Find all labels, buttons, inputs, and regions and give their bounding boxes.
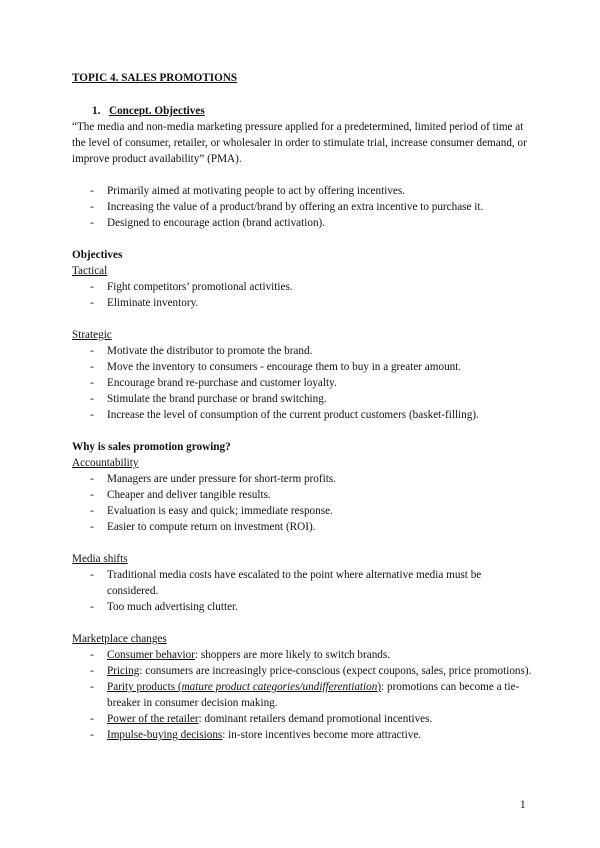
media-shifts-label: Media shifts (72, 553, 128, 565)
list-item (72, 679, 532, 711)
list-item: - Too much advertising clutter. (72, 599, 532, 615)
section-number: 1. (92, 105, 101, 117)
strategic-list (72, 343, 532, 423)
accountability-label: Accountability (72, 457, 139, 469)
term: Power of the retailer (107, 713, 199, 725)
section-label: Concept. Objectives (109, 105, 205, 117)
list-item: - Primarily aimed at motivating people to act by offering incentives. (72, 183, 532, 199)
definition-paragraph: “The media and non-media marketing pressure applied for a predetermined, limited period of time at the level of consumer, retailer, or wholesaler in order to stimulate trial, increase consumer demand, or improve product availability” (PMA). (72, 121, 527, 165)
list-item: - Move the inventory to consumers - encourage them to buy in a greater amount. (72, 359, 532, 375)
media-shifts-list (72, 567, 532, 615)
tactical-label: Tactical (72, 265, 108, 277)
list-item: - Traditional media costs have escalated to the point where alternative media must be considered. (72, 567, 532, 599)
term-text: : shoppers are more likely to switch brands. (194, 649, 391, 661)
term-text: : consumers are increasingly price-conscious (expect coupons, sales, price promotions). (139, 665, 532, 677)
growth-heading: Why is sales promotion growing? (72, 441, 231, 453)
list-item: - Fight competitors’ promotional activities. (72, 279, 532, 295)
term: Parity products ( (107, 681, 182, 693)
term-close: ) (377, 681, 382, 693)
list-item: - Increasing the value of a product/brand by offering an extra incentive to purchase it. (72, 199, 532, 215)
term-text: : dominant retailers demand promotional incentives. (198, 713, 433, 725)
marketplace-list (72, 647, 532, 743)
list-item: - Easier to compute return on investment (ROI). (72, 519, 532, 535)
list-item (72, 663, 532, 679)
list-item: - Stimulate the brand purchase or brand switching. (72, 391, 532, 407)
term-text: : in-store incentives become more attractive. (222, 729, 422, 741)
list-item (72, 727, 532, 743)
objectives-heading: Objectives (72, 249, 123, 261)
term-italic: mature product categories/undifferentiation (181, 681, 378, 693)
term-text: : promotions can become a tie-breaker in consumer decision making. (107, 681, 520, 709)
concept-list (72, 183, 532, 231)
section-heading (92, 103, 532, 119)
list-item: - Designed to encourage action (brand activation). (72, 215, 532, 231)
list-item: - Encourage brand re-purchase and customer loyalty. (72, 375, 532, 391)
marketplace-label: Marketplace changes (72, 633, 167, 645)
accountability-list (72, 471, 532, 535)
term: Impulse-buying decisions (107, 729, 223, 741)
term: Pricing (107, 665, 140, 677)
tactical-list (72, 279, 532, 311)
page-number: 1 (520, 799, 526, 811)
page-title: TOPIC 4. SALES PROMOTIONS (72, 72, 238, 84)
list-item: - Increase the level of consumption of the current product customers (basket-filling). (72, 407, 532, 423)
list-item: - Eliminate inventory. (72, 295, 532, 311)
list-item (72, 711, 532, 727)
list-item (72, 647, 532, 663)
list-item: - Motivate the distributor to promote the brand. (72, 343, 532, 359)
list-item: - Evaluation is easy and quick; immediate response. (72, 503, 532, 519)
strategic-label: Strategic (72, 329, 112, 341)
list-item: - Managers are under pressure for short-term profits. (72, 471, 532, 487)
document-page (72, 70, 532, 743)
list-item: - Cheaper and deliver tangible results. (72, 487, 532, 503)
term: Consumer behavior (107, 649, 195, 661)
